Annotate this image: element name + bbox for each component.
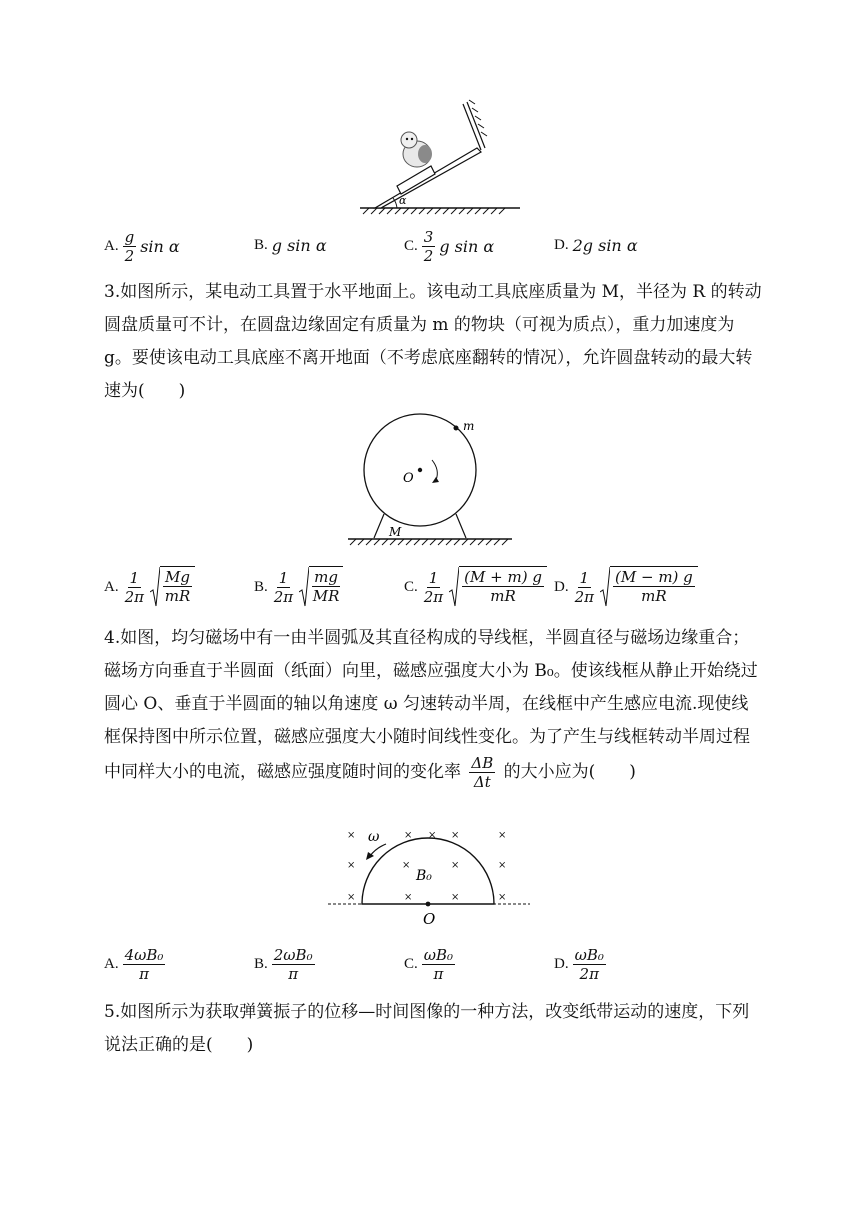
radicand-numerator: Mg — [165, 568, 190, 586]
svg-text:×: × — [347, 892, 356, 903]
question-3-text: 3.如图所示，某电动工具置于水平地面上。该电动工具底座质量为 M，半径为 R 的转动圆盘质量可不计，在圆盘边缘固定有质量为 m 的物块（可视为质点），重力加速度为 g。要使该电动工具底座不离开地面（不考虑底座翻转的情况），允许圆盘转动的最大转速为( ) — [104, 282, 762, 401]
q2-option-c[interactable] — [404, 228, 494, 265]
fraction-denominator: 2π — [574, 587, 594, 606]
svg-text:×: × — [498, 892, 507, 903]
option-label: D. — [554, 956, 569, 972]
svg-text:×: × — [347, 860, 356, 871]
radicand-numerator: (M − m) g — [615, 568, 693, 586]
svg-text:×: × — [451, 892, 460, 903]
fraction-numerator: 1 — [579, 568, 590, 587]
svg-text:×: × — [498, 830, 507, 841]
fraction-denominator: 2π — [579, 965, 599, 983]
angle-label: α — [399, 194, 407, 207]
square-root — [299, 566, 343, 608]
option-expression: 2g sin α — [572, 236, 638, 255]
fraction-denominator: π — [139, 965, 149, 983]
fraction-denominator: 2 — [423, 247, 434, 265]
question-4-text — [104, 622, 764, 791]
svg-text:×: × — [402, 860, 411, 871]
option-label: B. — [254, 956, 268, 972]
option-label: C. — [404, 238, 418, 254]
fraction-numerator: 4ωB₀ — [124, 946, 164, 964]
question-4-tail: 的大小应为( ) — [503, 762, 636, 782]
fraction-numerator: 3 — [423, 228, 434, 246]
fraction-denominator: 2π — [273, 587, 294, 606]
svg-text:×: × — [404, 892, 413, 903]
mass-m-label: m — [463, 419, 475, 433]
radicand-denominator: MR — [312, 587, 340, 605]
fraction-numerator: ΔB — [471, 754, 494, 772]
fraction-numerator: ωB₀ — [574, 946, 604, 964]
q4-option-b[interactable] — [254, 946, 315, 983]
option-label: A. — [104, 956, 119, 972]
fraction-numerator: 2ωB₀ — [273, 946, 313, 964]
question-4-body: 4.如图，均匀磁场中有一由半圆弧及其直径构成的导线框，半圆直径与磁场边缘重合；磁场方向垂直于半圆面（纸面）向里，磁感应强度大小为 B₀。使该线框从静止开始绕过圆心 O、垂直于半圆面的轴以角速度 ω 匀速转动半周，在线框中产生感应电流.现使线框保持图中所示位置，磁感应强度大小随时间线性变化。为了产生与线框转动半周过程中同样大小的电流，磁感应强度随时间的变化率 — [104, 628, 758, 782]
rate-fraction — [469, 754, 495, 791]
option-label: A. — [104, 238, 119, 254]
q4-option-a[interactable] — [104, 946, 165, 983]
radicand-denominator: mR — [490, 587, 516, 605]
q3-option-a[interactable] — [104, 566, 195, 608]
radicand-numerator: mg — [314, 568, 338, 586]
fraction-denominator: 2π — [124, 587, 144, 606]
incline-figure — [355, 96, 525, 216]
option-expression: g sin α — [439, 237, 495, 256]
center-o-label: O — [403, 471, 414, 486]
option-label: D. — [554, 578, 569, 595]
center-o-label: O — [423, 910, 436, 928]
svg-text:×: × — [347, 830, 356, 841]
fraction-numerator: g — [124, 228, 135, 246]
svg-text:×: × — [451, 830, 460, 841]
q4-option-c[interactable] — [404, 946, 455, 983]
radicand-denominator: mR — [164, 587, 191, 605]
fraction-denominator: Δt — [473, 773, 491, 791]
q4-option-d[interactable] — [554, 946, 606, 983]
fraction-denominator: π — [433, 965, 444, 983]
base-m-label: M — [389, 525, 402, 539]
square-root — [150, 566, 195, 608]
fraction-denominator: π — [288, 965, 299, 983]
q3-option-c[interactable] — [404, 566, 547, 608]
svg-text:×: × — [428, 830, 437, 841]
b0-label: B₀ — [416, 868, 432, 884]
option-label: C. — [404, 578, 418, 595]
option-label: B. — [254, 578, 268, 595]
option-expression: sin α — [140, 237, 180, 256]
fraction-numerator: 1 — [129, 568, 140, 587]
omega-label: ω — [368, 829, 380, 845]
radicand-denominator: mR — [641, 587, 667, 605]
option-label: A. — [104, 578, 119, 595]
fraction-denominator: 2π — [423, 587, 444, 606]
option-label: D. — [554, 237, 569, 253]
square-root — [600, 566, 698, 608]
semicircle-field-figure — [326, 824, 532, 930]
option-label: C. — [404, 956, 418, 972]
q2-option-a[interactable] — [104, 228, 180, 265]
option-label: B. — [254, 237, 268, 253]
svg-text:×: × — [498, 860, 507, 871]
square-root — [449, 566, 547, 608]
question-5-text: 5.如图所示为获取弹簧振子的位移—时间图像的一种方法，改变纸带运动的速度，下列说法正确的是( ) — [104, 1002, 750, 1055]
rotating-disc-figure — [340, 408, 520, 553]
fraction-numerator: 1 — [428, 568, 439, 587]
q2-option-d[interactable] — [554, 236, 638, 255]
q3-option-d[interactable] — [554, 566, 698, 608]
fraction-numerator: ωB₀ — [423, 946, 454, 964]
svg-text:×: × — [451, 860, 460, 871]
fraction-denominator: 2 — [124, 247, 135, 265]
fraction-numerator: 1 — [278, 568, 289, 587]
q2-option-b[interactable] — [254, 236, 327, 255]
option-expression: g sin α — [271, 236, 327, 255]
radicand-numerator: (M + m) g — [464, 568, 542, 586]
q3-option-b[interactable] — [254, 566, 343, 608]
svg-text:×: × — [404, 830, 413, 841]
